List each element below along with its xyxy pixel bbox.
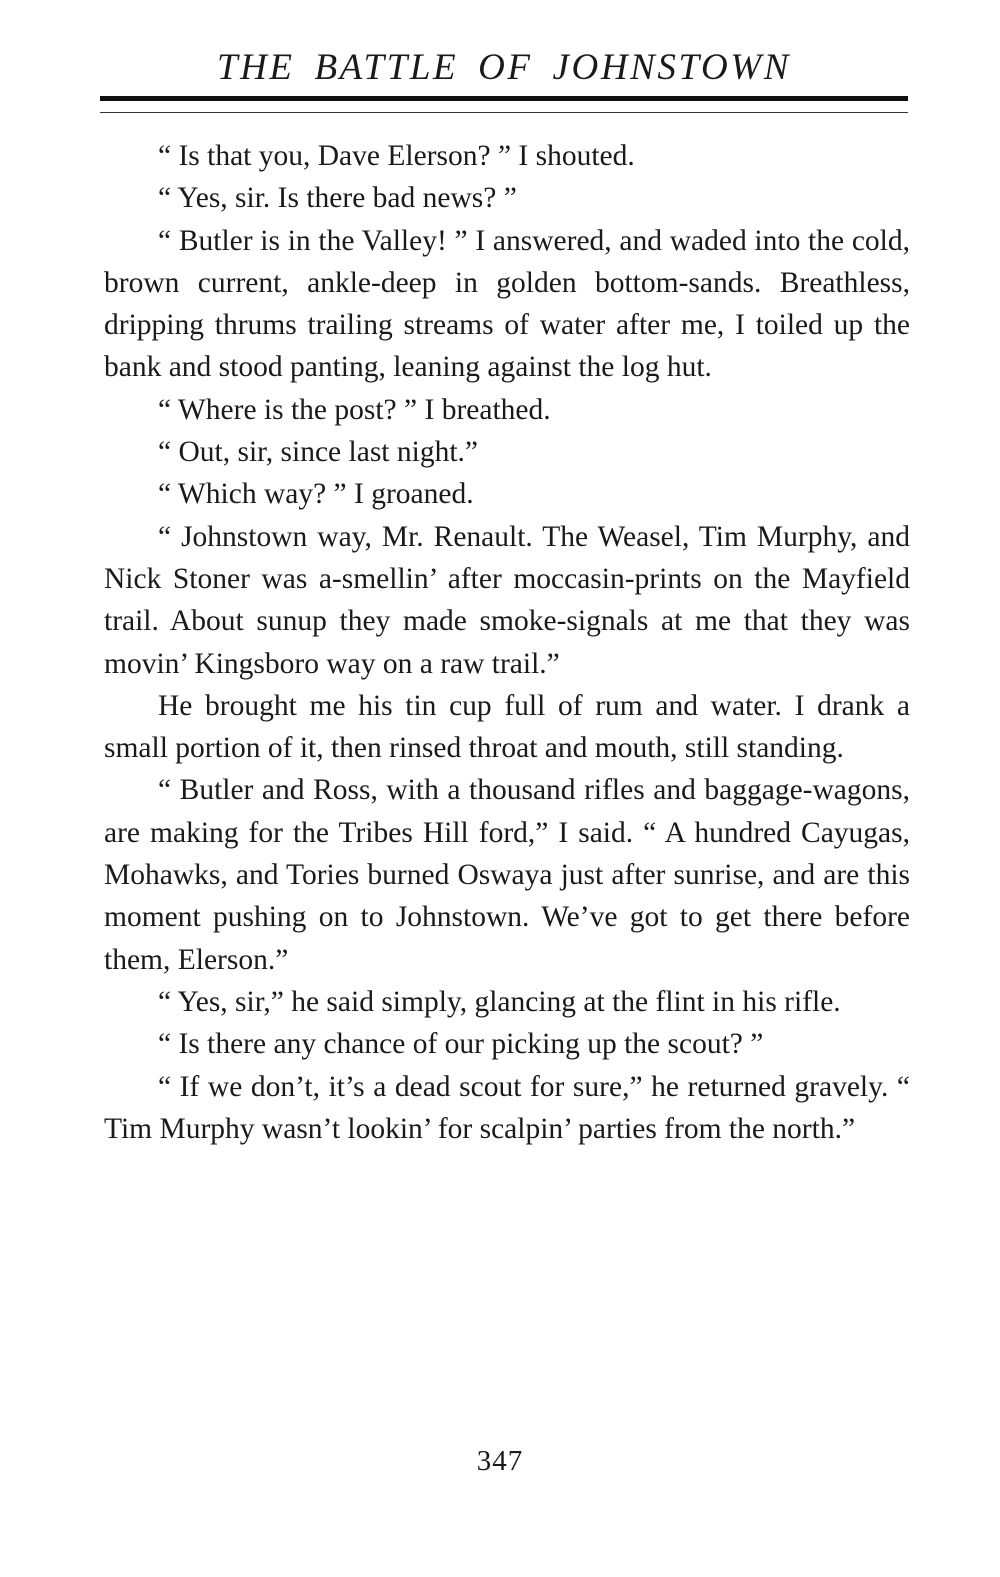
paragraph: “ If we don’t, it’s a dead scout for sure,” he returned gravely. “ Tim Murphy wasn’t lookin’ for scalpin’ parties from the north.” — [104, 1070, 910, 1145]
header-rule-thin — [100, 112, 908, 113]
body-text — [104, 135, 910, 1150]
paragraph: “ Johnstown way, Mr. Renault. The Weasel, Tim Murphy, and Nick Stoner was a-smellin’ after moccasin-prints on the Mayfield trail. About sunup they made smoke-signals at me that they was movin’ Kingsboro way on a raw trail.” — [104, 520, 910, 680]
paragraph: “ Yes, sir. Is there bad news? ” — [158, 182, 517, 215]
paragraph: “ Which way? ” I groaned. — [158, 478, 474, 511]
running-title: THE BATTLE OF JOHNSTOWN — [216, 47, 792, 88]
paragraph: “ Yes, sir,” he said simply, glancing at the flint in his rifle. — [158, 985, 841, 1018]
paragraph: He brought me his tin cup full of rum and water. I drank a small portion of it, then rinsed throat and mouth, still standing. — [104, 689, 910, 765]
header-rule-thick — [100, 96, 908, 101]
paragraph: “ Butler and Ross, with a thousand rifles and baggage-wagons, are making for the Tribes Hill ford,” I said. “ A hundred Cayugas, Mohawks, and Tories burned Oswaya just after sunrise, and are this moment pushing on to Johnstown. We’ve got to get there before them, Elerson.” — [104, 774, 910, 976]
paragraph: “ Out, sir, since last night.” — [158, 436, 478, 469]
paragraph: “ Is that you, Dave Elerson? ” I shouted. — [158, 140, 635, 172]
paragraph: “ Where is the post? ” I breathed. — [158, 393, 551, 426]
paragraph: “ Is there any chance of our picking up the scout? ” — [158, 1028, 764, 1061]
paragraph: “ Butler is in the Valley! ” I answered, and waded into the cold, brown current, ankle-deep in golden bottom-sands. Breathless, dripping thrums trailing streams of water after me, I toiled up the bank and stood panting, leaning against the log hut. — [104, 224, 910, 384]
page-number: 347 — [476, 1445, 524, 1477]
